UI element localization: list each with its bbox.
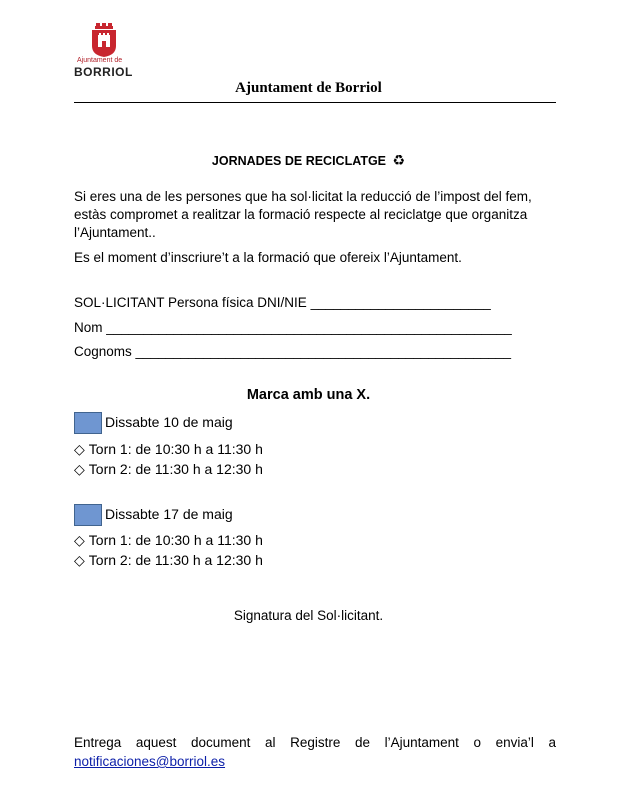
diamond-icon: ◇ <box>74 532 85 548</box>
shift-label: Torn 2: de 11:30 h a 12:30 h <box>88 552 263 568</box>
signature-label: Signatura del Sol·licitant. <box>233 608 384 623</box>
name-blank: ______________________________________________________ <box>106 320 512 335</box>
surname-field[interactable] <box>74 343 511 361</box>
surname-blank: __________________________________________________ <box>135 344 511 359</box>
name-field[interactable] <box>74 319 512 337</box>
municipal-logo <box>74 22 134 80</box>
day-2-shift-2[interactable] <box>74 551 263 569</box>
day-2-label: Dissabte 17 de maig <box>105 506 233 522</box>
logo-name: BORRIOL <box>74 65 133 79</box>
diamond-icon: ◇ <box>74 552 85 568</box>
email-link[interactable]: notificaciones@borriol.es <box>74 754 226 769</box>
header-divider <box>74 102 556 103</box>
dni-blank: ________________________ <box>310 295 491 310</box>
footer-note <box>74 733 556 771</box>
dni-label: SOL·LICITANT Persona física DNI/NIE <box>74 295 307 310</box>
intro-paragraph: Si eres una de les persones que ha sol·licitat la reducció de l’impost del fem, estàs compromet a realitzar la formació respecte al reciclatge que organitza l’Ajuntament.. <box>74 189 532 240</box>
day-1-label: Dissabte 10 de maig <box>105 414 233 430</box>
document-title <box>0 152 617 169</box>
day-1-shift-2[interactable] <box>74 460 263 478</box>
header-title: Ajuntament de Borriol <box>235 80 382 96</box>
shift-label: Torn 1: de 10:30 h a 11:30 h <box>88 441 263 457</box>
day-2-checkbox[interactable] <box>74 504 102 526</box>
recycle-icon: ♻ <box>392 152 406 168</box>
surname-label: Cognoms <box>74 344 132 359</box>
logo-subtitle: Ajuntament de <box>77 57 123 64</box>
shift-label: Torn 1: de 10:30 h a 11:30 h <box>88 532 263 548</box>
day-2-shift-1[interactable] <box>74 531 263 549</box>
call-to-action-paragraph: Es el moment d’inscriure’t a la formació que ofereix l’Ajuntament. <box>74 250 462 265</box>
dni-field[interactable] <box>74 294 491 312</box>
document-title-text: JORNADES DE RECICLATGE <box>211 154 387 168</box>
name-label: Nom <box>74 320 103 335</box>
day-1-shift-1[interactable] <box>74 440 263 458</box>
selection-title: Marca amb una X. <box>246 387 371 403</box>
diamond-icon: ◇ <box>74 441 85 457</box>
footer-text: Entrega aquest document al Registre de l’Ajuntament o envia’l a <box>74 735 556 750</box>
coat-of-arms-icon <box>74 22 134 58</box>
day-1-checkbox[interactable] <box>74 412 102 434</box>
diamond-icon: ◇ <box>74 461 85 477</box>
shift-label: Torn 2: de 11:30 h a 12:30 h <box>88 461 263 477</box>
